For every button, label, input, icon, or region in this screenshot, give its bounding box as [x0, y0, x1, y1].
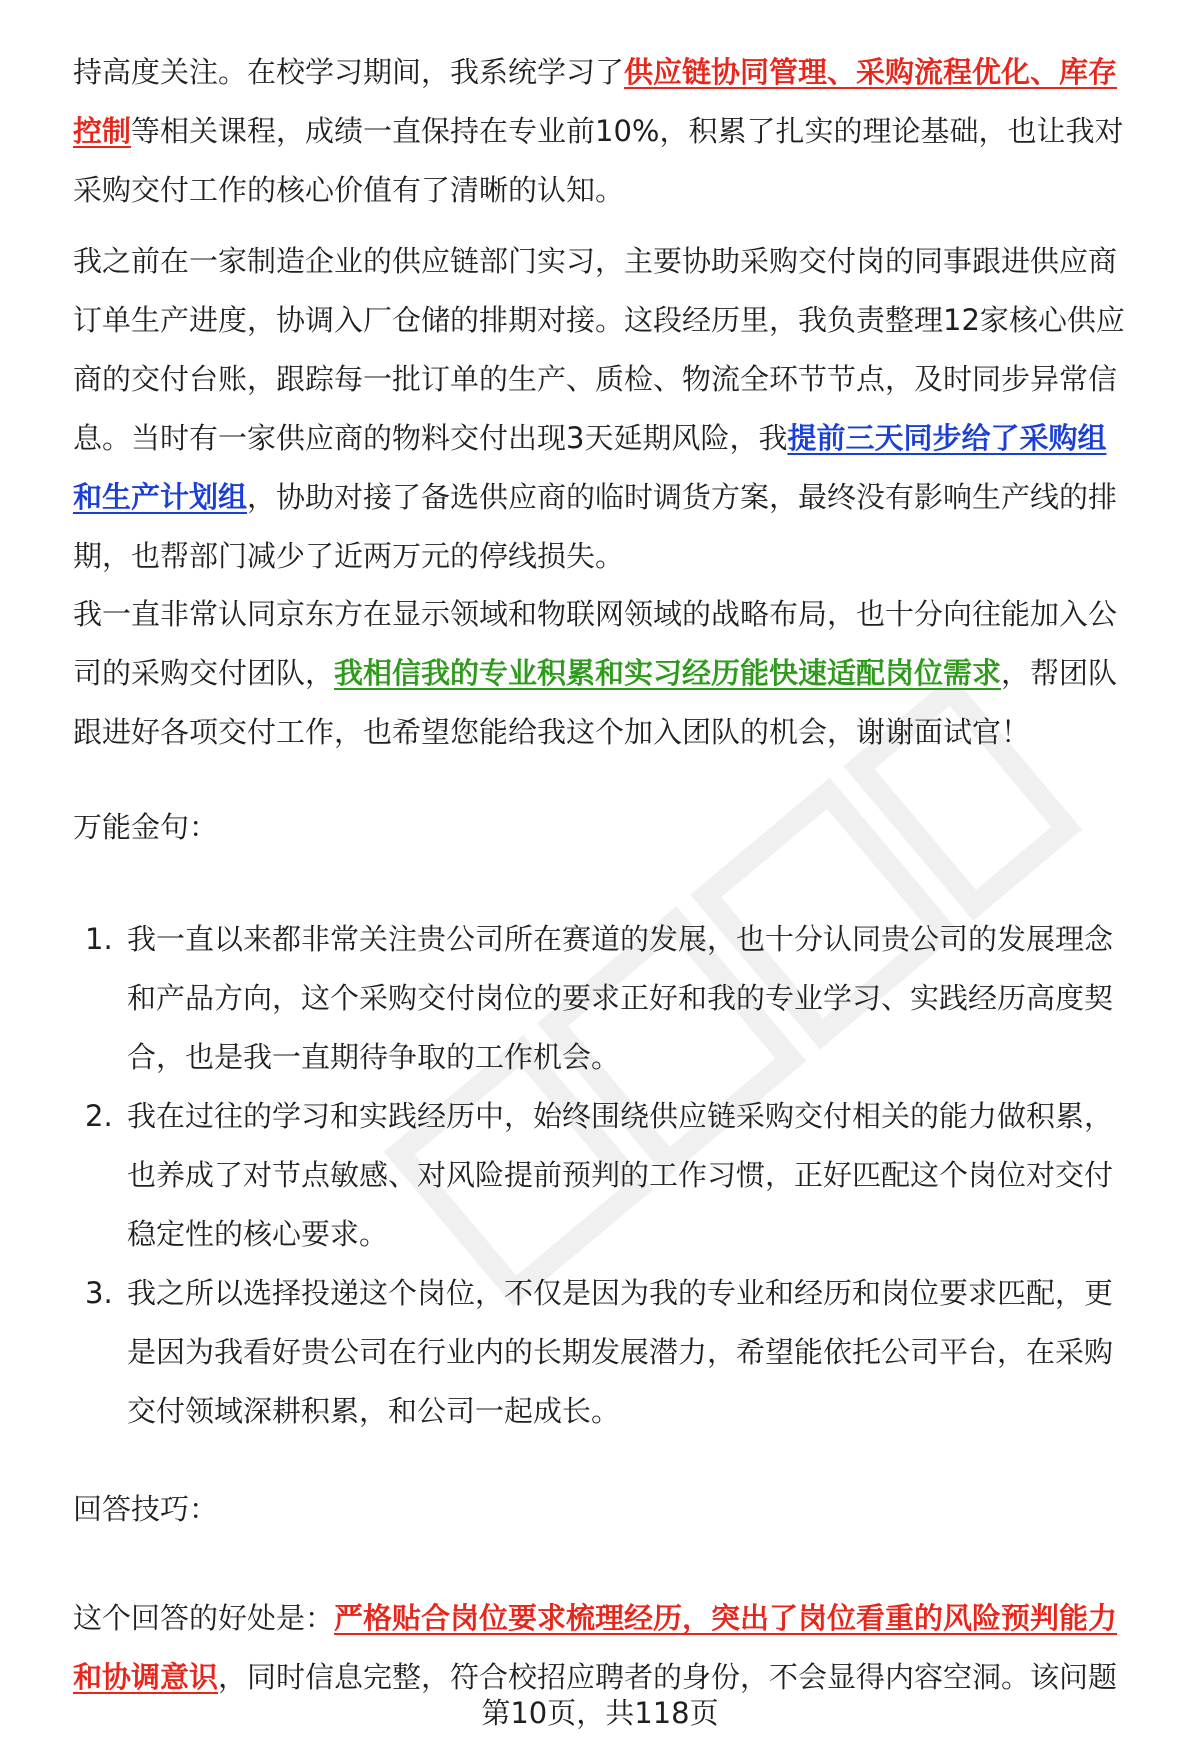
- highlight-red: 和协调意识: [73, 1660, 219, 1694]
- text-run: 等相关课程，成绩一直保持在专业前10%，积累了扎实的理论基础，也让我对: [131, 114, 1124, 148]
- text-line: 我之所以选择投递这个岗位，不仅是因为我的专业和经历和岗位要求匹配，更: [127, 1276, 1114, 1310]
- text-line: 我一直以来都非常关注贵公司所在赛道的发展，也十分认同贵公司的发展理念: [127, 922, 1114, 956]
- section-heading-golden: [73, 798, 1153, 857]
- list-number: 3.: [85, 1276, 113, 1310]
- text-run: 司的采购交付团队，: [73, 656, 335, 690]
- highlight-green: 我相信我的专业积累和实习经历能快速适配岗位需求: [334, 656, 1002, 690]
- list-item: [73, 910, 1153, 1087]
- list-number: 1.: [85, 922, 113, 956]
- text-run: ，帮团队: [1001, 656, 1118, 690]
- page-number-footer: 第10页，共118页: [481, 1696, 719, 1730]
- text-line: 交付领域深耕积累，和公司一起成长。: [127, 1394, 621, 1428]
- section-heading-tips: [73, 1480, 1153, 1539]
- text-run: 息。当时有一家供应商的物料交付出现3天延期风险，我: [73, 421, 788, 455]
- paragraph-motivation: [73, 585, 1153, 762]
- paragraph-education: [73, 43, 1153, 220]
- highlight-red: 控制: [73, 114, 132, 148]
- text-line: 也养成了对节点敏感、对风险提前预判的工作习惯，正好匹配这个岗位对交付: [127, 1158, 1114, 1192]
- highlight-blue: 提前三天同步给了采购组: [787, 421, 1107, 455]
- text-run: 这个回答的好处是：: [73, 1601, 335, 1635]
- list-item: [73, 1264, 1153, 1441]
- text-line: 我在过往的学习和实践经历中，始终围绕供应链采购交付相关的能力做积累，: [127, 1099, 1114, 1133]
- text-line: 商的交付台账，跟踪每一批订单的生产、质检、物流全环节节点，及时同步异常信: [73, 362, 1118, 396]
- list-number: 2.: [85, 1099, 113, 1133]
- heading-text: 万能金句：: [73, 810, 219, 844]
- text-run: ，协助对接了备选供应商的临时调货方案，最终没有影响生产线的排: [247, 480, 1118, 514]
- highlight-red: 严格贴合岗位要求梳理经历，突出了岗位看重的风险预判能力: [334, 1601, 1118, 1635]
- text-line: 订单生产进度，协调入厂仓储的排期对接。这段经历里，我负责整理12家核心供应: [73, 303, 1125, 337]
- text-run: 采购交付工作的核心价值有了清晰的认知。: [73, 173, 625, 207]
- text-line: 是因为我看好贵公司在行业内的长期发展潜力，希望能依托公司平台，在采购: [127, 1335, 1114, 1369]
- text-line: 和产品方向，这个采购交付岗位的要求正好和我的专业学习、实践经历高度契: [127, 981, 1114, 1015]
- text-line: 期，也帮部门减少了近两万元的停线损失。: [73, 539, 625, 573]
- text-run: ，同时信息完整，符合校招应聘者的身份，不会显得内容空洞。该问题: [218, 1660, 1118, 1694]
- golden-sentences-list: [73, 910, 1153, 1441]
- text-run: 持高度关注。在校学习期间，我系统学习了: [73, 55, 625, 89]
- highlight-blue: 和生产计划组: [73, 480, 248, 514]
- list-item: [73, 1087, 1153, 1264]
- highlight-red: 供应链协同管理、采购流程优化、库存: [624, 55, 1118, 89]
- text-line: 我之前在一家制造企业的供应链部门实习，主要协助采购交付岗的同事跟进供应商: [73, 244, 1118, 278]
- text-line: 合，也是我一直期待争取的工作机会。: [127, 1040, 621, 1074]
- text-line: 我一直非常认同京东方在显示领域和物联网领域的战略布局，也十分向往能加入公: [73, 597, 1118, 631]
- paragraph-tips: [73, 1589, 1153, 1707]
- text-line: 稳定性的核心要求。: [127, 1217, 389, 1251]
- paragraph-internship: [73, 232, 1153, 586]
- heading-text: 回答技巧：: [73, 1492, 219, 1526]
- text-line: 跟进好各项交付工作，也希望您能给我这个加入团队的机会，谢谢面试官！: [73, 715, 1031, 749]
